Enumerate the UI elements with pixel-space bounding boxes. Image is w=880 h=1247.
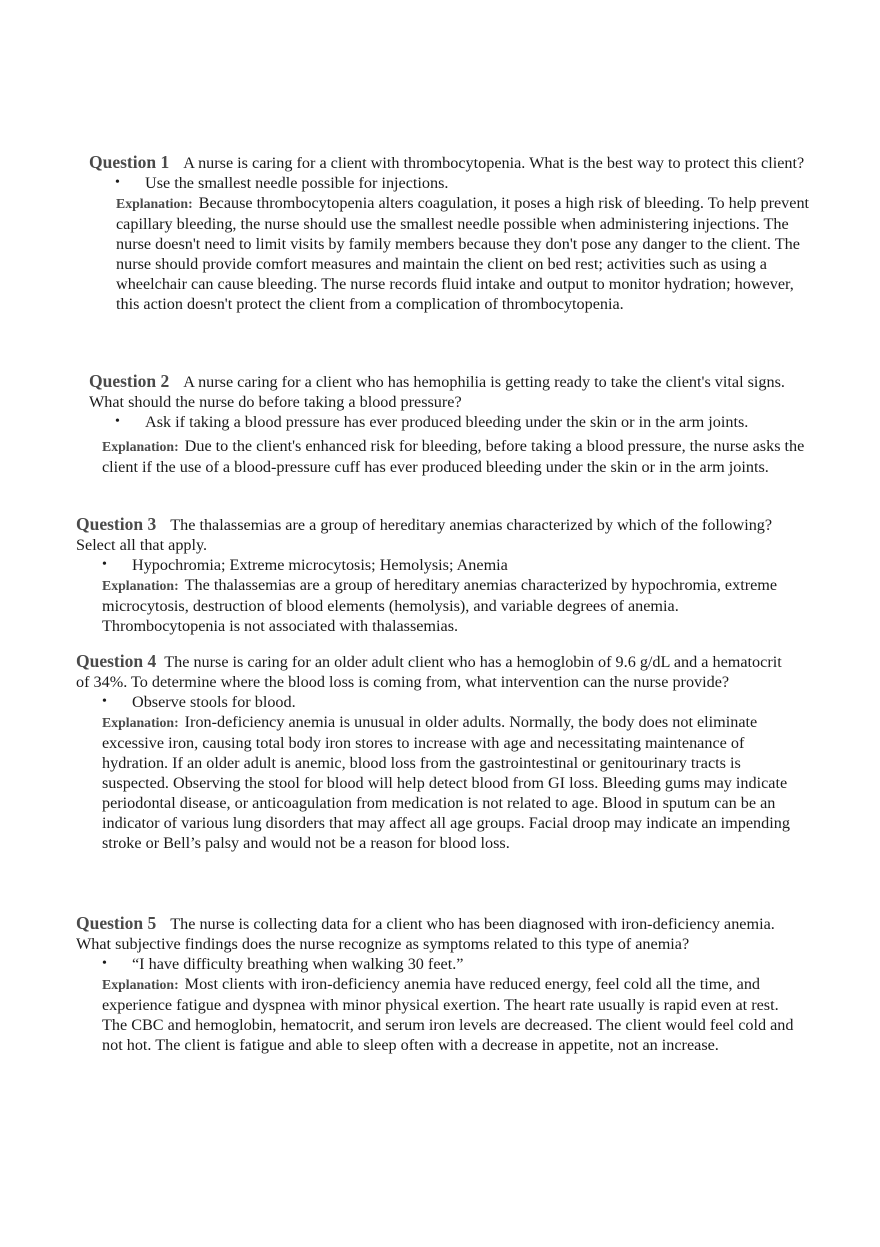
answer-text: Hypochromia; Extreme microcytosis; Hemolysis; Anemia (132, 556, 508, 574)
bullet-icon: • (102, 694, 107, 709)
question-label: Question 1 (89, 152, 170, 172)
question-heading (76, 651, 796, 692)
explanation (76, 974, 796, 1055)
answer-item (76, 954, 796, 974)
question-label: Question 3 (76, 514, 157, 534)
explanation (89, 436, 809, 477)
bullet-icon: • (115, 414, 120, 429)
question-heading (76, 913, 796, 954)
explanation-label: Explanation: (102, 715, 179, 730)
explanation-label: Explanation: (102, 578, 179, 593)
answer-item (89, 412, 809, 432)
explanation-text: Most clients with iron-deficiency anemia have reduced energy, feel cold all the time, and experience fatigue and dyspnea with minor physical exertion. The heart rate usually is rapid even at rest. The CBC and hemoglobin, hematocrit, and serum iron levels are decreased. The client would feel cold and not hot. The client is fatigue and able to sleep often with a decrease in appetite, not an increase. (102, 975, 794, 1054)
explanation-text: Due to the client's enhanced risk for bleeding, before taking a blood pressure, the nurse asks the client if the use of a blood-pressure cuff has ever produced bleeding under the skin or in the arm joints. (102, 437, 805, 476)
explanation (89, 193, 819, 314)
question-block (76, 913, 796, 1055)
question-block (89, 371, 809, 477)
explanation-text: The thalassemias are a group of hereditary anemias characterized by hypochromia, extreme microcytosis, destruction of blood elements (hemolysis), and variable degrees of anemia. Thrombocytopenia is not associated with thalassemias. (102, 576, 778, 635)
explanation-label: Explanation: (102, 977, 179, 992)
explanation (76, 712, 796, 853)
question-label: Question 2 (89, 371, 170, 391)
answer-item (76, 555, 786, 575)
question-heading (76, 514, 786, 555)
question-heading (89, 152, 819, 173)
explanation-label: Explanation: (116, 196, 193, 211)
question-block (89, 152, 819, 314)
explanation (76, 575, 786, 636)
bullet-icon: • (115, 175, 120, 190)
explanation-text: Because thrombocytopenia alters coagulation, it poses a high risk of bleeding. To help prevent capillary bleeding, the nurse should use the smallest needle possible when administering injections. The nurse doesn't need to limit visits by family members because they don't pose any danger to the client. The nurse should provide comfort measures and maintain the client on bed rest; activities such as using a wheelchair can cause bleeding. The nurse records fluid intake and output to monitor hydration; however, this action doesn't protect the client from a complication of thrombocytopenia. (116, 194, 810, 313)
explanation-text: Iron-deficiency anemia is unusual in older adults. Normally, the body does not eliminate excessive iron, causing total body iron stores to increase with age and necessitating maintenance of hydration. If an older adult is anemic, blood loss from the gastrointestinal or genitourinary tracts is suspected. Observing the stool for blood will help detect blood from GI loss. Bleeding gums may indicate periodontal disease, or anticoagulation from medication is not related to age. Blood in sputum can be an indicator of various lung disorders that may affect all age groups. Facial droop may indicate an impending stroke or Bell’s palsy and would not be a reason for blood loss. (102, 713, 790, 852)
question-label: Question 4 (76, 651, 157, 671)
question-text: A nurse caring for a client who has hemophilia is getting ready to take the client's vital signs. What should the nurse do before taking a blood pressure? (89, 373, 785, 411)
question-block (76, 514, 786, 636)
question-text: The thalassemias are a group of hereditary anemias characterized by which of the following? Select all that apply. (76, 516, 773, 554)
answer-text: Use the smallest needle possible for injections. (145, 174, 449, 192)
explanation-label: Explanation: (102, 439, 179, 454)
answer-text: Observe stools for blood. (132, 693, 296, 711)
question-text: A nurse is caring for a client with thrombocytopenia. What is the best way to protect this client? (183, 154, 805, 172)
question-label: Question 5 (76, 913, 157, 933)
bullet-icon: • (102, 956, 107, 971)
bullet-icon: • (102, 557, 107, 572)
question-heading (89, 371, 809, 412)
question-block (76, 651, 796, 853)
question-text: The nurse is collecting data for a client who has been diagnosed with iron-deficiency anemia. What subjective findings does the nurse recognize as symptoms related to this type of anemia? (76, 915, 775, 953)
answer-text: “I have difficulty breathing when walking 30 feet.” (132, 955, 464, 973)
question-text: The nurse is caring for an older adult client who has a hemoglobin of 9.6 g/dL and a hematocrit of 34%. To determine where the blood loss is coming from, what intervention can the nurse provide? (76, 653, 782, 691)
answer-text: Ask if taking a blood pressure has ever produced bleeding under the skin or in the arm joints. (145, 413, 749, 431)
answer-item (89, 173, 819, 193)
answer-item (76, 692, 796, 712)
